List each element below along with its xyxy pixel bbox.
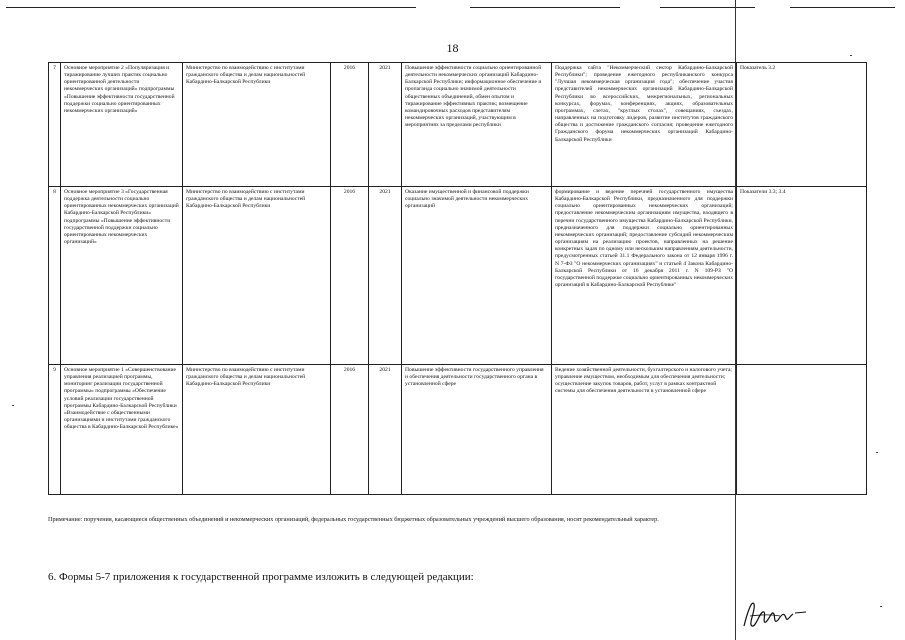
- expected-result: Повышение эффективности социально ориентированной деятельности некоммерческих организаций Кабардино-Балкарской Республики; информационное обеспечение и пропаганда социально значимой деятельности общественных объединений, обмен опытом и тиражирование эффективных практик; возмещение командировочных расходов представителям некоммерческих организаций, участвующим в мероприятиях за пределами республики: [402, 63, 552, 187]
- page-number: 18: [446, 41, 459, 55]
- start-year: 2016: [331, 63, 369, 187]
- scan-speck: [850, 55, 852, 56]
- event-name: Основное мероприятие 1 «Совершенствование управления реализацией программы, мониторинг реализации государственной программы» подпрограммы «Обеспечение условий реализации государственной программы Кабардино-Балкарской Республики «Взаимодействие с общественными организациями и институтами гражданского общества в Кабардино-Балкарской Республике»: [61, 365, 183, 495]
- scan-speck: [12, 405, 14, 406]
- indicators: Показатель 3.2: [737, 63, 867, 187]
- end-year: 2021: [369, 63, 402, 187]
- row-number: 9: [49, 365, 61, 495]
- top-rule-right: [660, 7, 755, 8]
- event-name: Основное мероприятие 2 «Популяризация и тиражирование лучших практик социально ориентированной деятельности некоммерческих организаций» подпрограммы «Повышение эффективности государственной поддержки социально ориентированных некоммерческих организаций»: [61, 63, 183, 187]
- footnote: Примечание: поручения, касающиеся общественных объединений и некоммерческих организаций, федеральных государственных бюджетных образовательных учреждений высшего образования, носят рекомендательный характер.: [48, 516, 659, 523]
- top-rule-middle: [470, 7, 620, 8]
- scan-speck: [876, 452, 878, 453]
- section-heading: 6. Формы 5-7 приложения к государственной программе изложить в следующей редакции:: [48, 571, 474, 583]
- table-row: [49, 63, 867, 187]
- event-name: Основное мероприятие 3 «Государственная поддержка деятельности социально ориентированных некоммерческих организаций Кабардино-Балкарской Республики» подпрограммы «Повышение эффективности государственной поддержки социально ориентированных некоммерческих организаций»: [61, 187, 183, 365]
- start-year: 2016: [331, 365, 369, 495]
- main-directions: формирование и ведение перечней государственного имущества Кабардино-Балкарской Республики, предназначенного для поддержки социально ориентированных некоммерческих организаций; предоставление некоммерческим организациям имущества, входящего в перечни государственного имущества Кабардино-Балкарской Республики, предназначенного для поддержки социально ориентированных некоммерческих организаций; предоставление субсидий некоммерческим организациям на реализацию проектов, направленных на решение конкретных задач по одному или нескольким направлениям деятельности, предусмотренных статьей 31.1 Федерального закона от 12 января 1996 г. N 7-ФЗ "О некоммерческих организациях" и статьей 4 Закона Кабардино-Балкарской Республики от 16 декабря 2011 г. N 109-РЗ "О государственной поддержке социально ориентированных некоммерческих организаций в Кабардино-Балкарской Республике": [552, 187, 737, 365]
- signature-mark: [740, 596, 810, 630]
- scan-vertical-line: [735, 0, 736, 640]
- indicators: Показатели 3.3; 3.4: [737, 187, 867, 365]
- indicators: [737, 365, 867, 495]
- top-rule-left: [6, 7, 416, 8]
- end-year: 2021: [369, 365, 402, 495]
- end-year: 2021: [369, 187, 402, 365]
- table-row: [49, 365, 867, 495]
- row-number: 7: [49, 63, 61, 187]
- executor: Министерство по взаимодействию с институтами гражданского общества и делам национальностей Кабардино-Балкарской Республики: [183, 187, 331, 365]
- top-rule-far-right: [790, 7, 895, 8]
- program-events-table: [48, 62, 867, 495]
- table-row: [49, 187, 867, 365]
- expected-result: Оказание имущественной и финансовой поддержки социально значимой деятельности некоммерческих организаций: [402, 187, 552, 365]
- executor: Министерство по взаимодействию с институтами гражданского общества и делам национальностей Кабардино-Балкарской Республики: [183, 365, 331, 495]
- start-year: 2016: [331, 187, 369, 365]
- executor: Министерство по взаимодействию с институтами гражданского общества и делам национальностей Кабардино-Балкарской Республики: [183, 63, 331, 187]
- main-directions: Поддержка сайта "Некоммерческий сектор Кабардино-Балкарской Республики"; проведение ежегодного республиканского конкурса "Лучшая некоммерческая организация года"; обеспечение участия представителей некоммерческих организаций Кабардино-Балкарской Республики во всероссийских, межрегиональных, региональных конкурсах, форумах, конференциях, акциях, образовательных программах, слетах, "круглых столах", совещаниях, съездах, направленных на подготовку лидеров, развитие институтов гражданского общества и достижение гражданского согласия; проведение ежегодного Гражданского форума некоммерческих организаций Кабардино-Балкарской Республики: [552, 63, 737, 187]
- scan-speck: [880, 606, 882, 607]
- row-number: 8: [49, 187, 61, 365]
- main-directions: Ведение хозяйственной деятельности, бухгалтерского и налогового учета; управление имуществом, необходимым для обеспечения деятельности; осуществление закупок товаров, работ, услуг в рамках контрактной системы для обеспечения деятельности в установленной сфере: [552, 365, 737, 495]
- expected-result: Повышение эффективности государственного управления и обеспечения деятельности государственного органа в установленной сфере: [402, 365, 552, 495]
